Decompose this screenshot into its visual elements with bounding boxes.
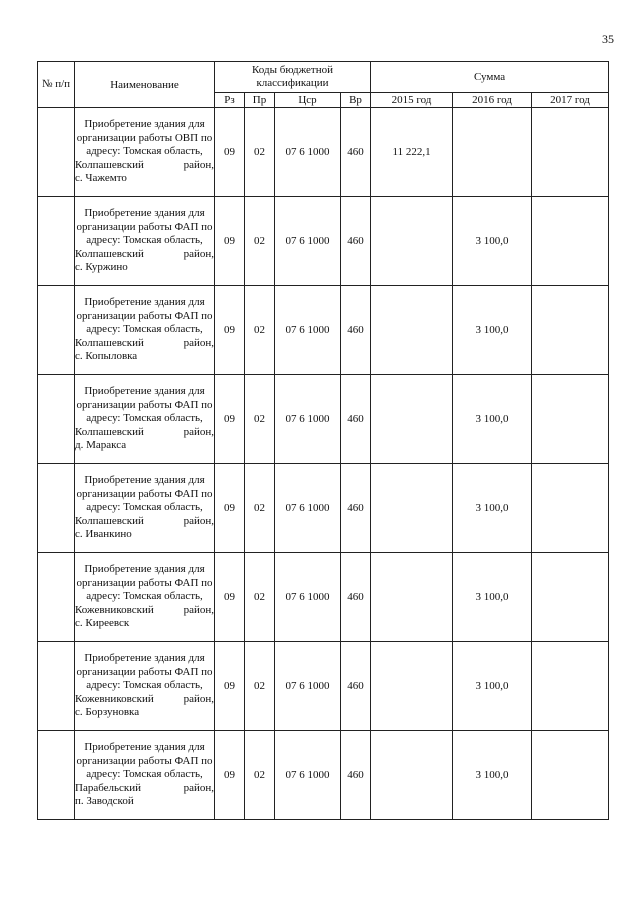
name-line: Приобретение здания	[84, 474, 186, 487]
name-line: для организации работы	[76, 652, 205, 678]
name-line: Томская область,	[123, 323, 203, 336]
code-pr-cell: 02	[245, 197, 275, 286]
amount-2017-cell	[532, 108, 609, 197]
name-line: ФАП по адресу:	[86, 220, 213, 247]
row-name-cell	[75, 286, 215, 375]
name-line: Приобретение здания	[84, 118, 186, 131]
name-settlement: с. Борзуновка	[75, 706, 140, 719]
header-vr: Вр	[341, 93, 371, 108]
name-line: для организации работы	[76, 207, 205, 233]
name-settlement: с. Копыловка	[75, 350, 138, 363]
table-row	[38, 464, 609, 553]
name-line: для организации работы	[76, 563, 205, 589]
code-pr-cell: 02	[245, 286, 275, 375]
row-number-cell	[38, 731, 75, 820]
code-csr-cell: 07 6 1000	[275, 197, 341, 286]
row-name-cell	[75, 642, 215, 731]
name-line: Приобретение здания	[84, 385, 186, 398]
row-name-cell	[75, 464, 215, 553]
name-line: ФАП по адресу:	[86, 398, 213, 425]
table-row	[38, 375, 609, 464]
amount-2016-cell: 3 100,0	[453, 642, 532, 731]
table-body	[38, 108, 609, 820]
name-line: ФАП по адресу:	[86, 754, 213, 781]
row-number-cell	[38, 375, 75, 464]
name-settlement: с. Иванкино	[75, 528, 132, 541]
code-vr-cell: 460	[341, 108, 371, 197]
row-number-cell	[38, 464, 75, 553]
name-settlement: п. Заводской	[75, 795, 134, 808]
code-rz-cell: 09	[215, 731, 245, 820]
amount-2017-cell	[532, 731, 609, 820]
name-line: для организации работы	[76, 118, 205, 144]
amount-2017-cell	[532, 197, 609, 286]
row-name-cell	[75, 108, 215, 197]
name-line: Приобретение здания	[84, 741, 186, 754]
code-rz-cell: 09	[215, 108, 245, 197]
name-line: Приобретение здания	[84, 207, 186, 220]
header-csr: Цср	[275, 93, 341, 108]
code-vr-cell: 460	[341, 375, 371, 464]
name-settlement: с. Киреевск	[75, 617, 130, 630]
row-name-cell	[75, 197, 215, 286]
name-line: Кожевниковский район,	[75, 603, 214, 616]
code-pr-cell: 02	[245, 464, 275, 553]
row-name-cell	[75, 731, 215, 820]
name-line: Приобретение здания	[84, 652, 186, 665]
table-row	[38, 553, 609, 642]
amount-2016-cell: 3 100,0	[453, 464, 532, 553]
code-pr-cell: 02	[245, 642, 275, 731]
table-row	[38, 108, 609, 197]
budget-table	[37, 61, 609, 820]
name-settlement: с. Чажемто	[75, 172, 127, 185]
amount-2015-cell	[371, 464, 453, 553]
amount-2015-cell: 11 222,1	[371, 108, 453, 197]
name-line: ФАП по адресу:	[86, 576, 213, 603]
name-line: для организации работы	[76, 741, 205, 767]
header-number: № п/п	[38, 62, 75, 108]
code-rz-cell: 09	[215, 642, 245, 731]
amount-2015-cell	[371, 375, 453, 464]
code-vr-cell: 460	[341, 553, 371, 642]
code-csr-cell: 07 6 1000	[275, 464, 341, 553]
name-line: Парабельский район,	[75, 781, 214, 794]
header-2017: 2017 год	[532, 93, 609, 108]
amount-2015-cell	[371, 553, 453, 642]
amount-2016-cell: 3 100,0	[453, 731, 532, 820]
code-csr-cell: 07 6 1000	[275, 108, 341, 197]
amount-2017-cell	[532, 375, 609, 464]
code-rz-cell: 09	[215, 375, 245, 464]
page-number: 35	[602, 32, 614, 46]
code-rz-cell: 09	[215, 464, 245, 553]
name-line: Томская область,	[123, 679, 203, 692]
code-vr-cell: 460	[341, 197, 371, 286]
name-line: Томская область,	[123, 412, 203, 425]
table-row	[38, 642, 609, 731]
name-line: для организации работы	[76, 474, 205, 500]
amount-2016-cell	[453, 108, 532, 197]
amount-2015-cell	[371, 642, 453, 731]
name-line: Колпашевский район,	[75, 158, 214, 171]
amount-2016-cell: 3 100,0	[453, 286, 532, 375]
header-2015: 2015 год	[371, 93, 453, 108]
amount-2015-cell	[371, 197, 453, 286]
name-line: Колпашевский район,	[75, 425, 214, 438]
name-settlement: д. Маракса	[75, 439, 127, 452]
amount-2016-cell: 3 100,0	[453, 375, 532, 464]
row-name-cell	[75, 375, 215, 464]
row-number-cell	[38, 553, 75, 642]
code-csr-cell: 07 6 1000	[275, 286, 341, 375]
name-line: ФАП по адресу:	[86, 487, 213, 514]
code-vr-cell: 460	[341, 731, 371, 820]
code-csr-cell: 07 6 1000	[275, 642, 341, 731]
code-pr-cell: 02	[245, 553, 275, 642]
header-rz: Рз	[215, 93, 245, 108]
code-vr-cell: 460	[341, 464, 371, 553]
name-settlement: с. Куржино	[75, 261, 128, 274]
code-vr-cell: 460	[341, 286, 371, 375]
name-line: Томская область,	[123, 768, 203, 781]
name-line: Томская область,	[123, 590, 203, 603]
amount-2016-cell: 3 100,0	[453, 553, 532, 642]
code-vr-cell: 460	[341, 642, 371, 731]
table-row	[38, 197, 609, 286]
code-rz-cell: 09	[215, 553, 245, 642]
name-line: Колпашевский район,	[75, 336, 214, 349]
row-number-cell	[38, 642, 75, 731]
name-line: ФАП по адресу:	[86, 665, 213, 692]
code-pr-cell: 02	[245, 375, 275, 464]
code-pr-cell: 02	[245, 108, 275, 197]
name-line: Колпашевский район,	[75, 514, 214, 527]
name-line: Кожевниковский район,	[75, 692, 214, 705]
table-row	[38, 286, 609, 375]
name-line: для организации работы	[76, 385, 205, 411]
row-number-cell	[38, 286, 75, 375]
name-line: Томская область,	[123, 501, 203, 514]
amount-2017-cell	[532, 642, 609, 731]
name-line: Томская область,	[123, 145, 203, 158]
name-line: ФАП по адресу:	[86, 309, 213, 336]
code-csr-cell: 07 6 1000	[275, 375, 341, 464]
name-line: Приобретение здания	[84, 563, 186, 576]
row-number-cell	[38, 108, 75, 197]
amount-2015-cell	[371, 286, 453, 375]
header-sum: Сумма	[371, 62, 609, 93]
row-name-cell	[75, 553, 215, 642]
code-csr-cell: 07 6 1000	[275, 731, 341, 820]
code-rz-cell: 09	[215, 197, 245, 286]
name-line: для организации работы	[76, 296, 205, 322]
name-line: Приобретение здания	[84, 296, 186, 309]
code-pr-cell: 02	[245, 731, 275, 820]
header-name: Наименование	[75, 62, 215, 108]
code-csr-cell: 07 6 1000	[275, 553, 341, 642]
table-header	[38, 62, 609, 108]
header-codes: Коды бюджетной классификации	[215, 62, 371, 93]
name-line: ОВП по адресу:	[86, 131, 213, 158]
amount-2015-cell	[371, 731, 453, 820]
name-line: Томская область,	[123, 234, 203, 247]
amount-2017-cell	[532, 286, 609, 375]
table-row	[38, 731, 609, 820]
header-pr: Пр	[245, 93, 275, 108]
row-number-cell	[38, 197, 75, 286]
amount-2016-cell: 3 100,0	[453, 197, 532, 286]
amount-2017-cell	[532, 464, 609, 553]
name-line: Колпашевский район,	[75, 247, 214, 260]
header-2016: 2016 год	[453, 93, 532, 108]
amount-2017-cell	[532, 553, 609, 642]
code-rz-cell: 09	[215, 286, 245, 375]
